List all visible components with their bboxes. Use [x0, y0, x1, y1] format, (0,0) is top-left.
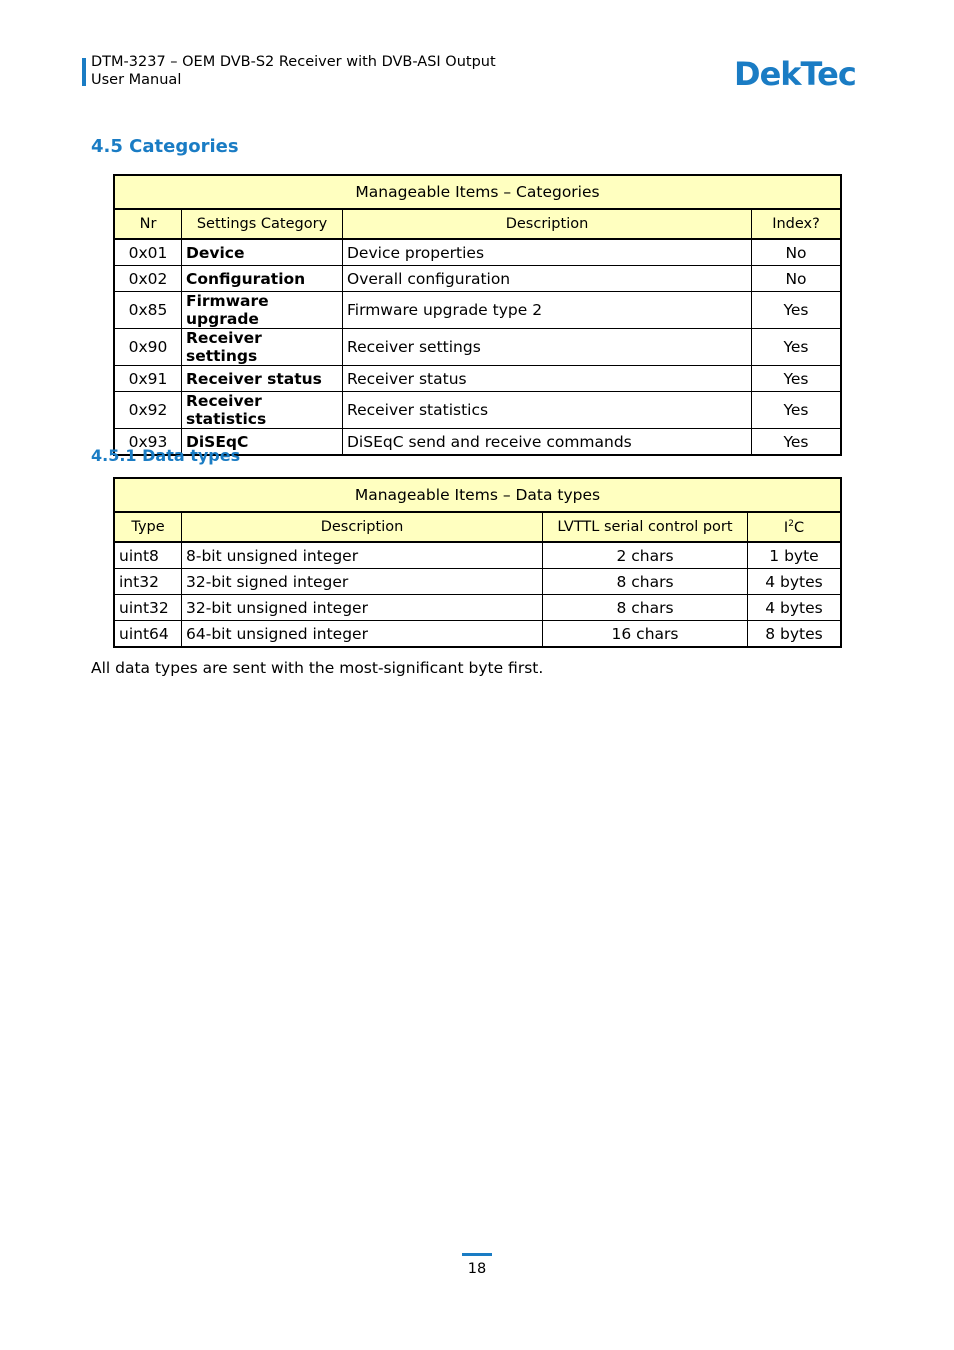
- cell-description: Device properties: [343, 239, 752, 266]
- cell-index: Yes: [752, 366, 842, 392]
- col-header-nr: Nr: [114, 209, 182, 239]
- cell-index: Yes: [752, 429, 842, 456]
- cell-i2c: 4 bytes: [748, 595, 842, 621]
- table-row: [114, 569, 841, 595]
- cell-nr: 0x01: [114, 239, 182, 266]
- cell-description: 32-bit unsigned integer: [182, 595, 543, 621]
- cell-category: Receiver statistics: [182, 392, 343, 429]
- cell-category: Firmware upgrade: [182, 292, 343, 329]
- cell-lvttl: 8 chars: [543, 595, 748, 621]
- cell-category: DiSEqC: [182, 429, 343, 456]
- i2c-superscript: 2: [788, 518, 794, 529]
- cell-description: Firmware upgrade type 2: [343, 292, 752, 329]
- cell-category: Configuration: [182, 266, 343, 292]
- document-subtitle: User Manual: [91, 72, 182, 88]
- cell-description: Receiver settings: [343, 329, 752, 366]
- dektec-logo: [734, 56, 866, 90]
- cell-nr: 0x85: [114, 292, 182, 329]
- cell-index: Yes: [752, 392, 842, 429]
- table-row: [114, 292, 841, 329]
- document-title: DTM-3237 – OEM DVB-S2 Receiver with DVB-ASI Output: [91, 54, 496, 70]
- col-header-type: Type: [114, 512, 182, 542]
- data-types-table: [113, 477, 842, 648]
- section-heading: 4.5 Categories: [91, 136, 239, 157]
- table-row: [114, 329, 841, 366]
- cell-nr: 0x02: [114, 266, 182, 292]
- cell-type: uint8: [114, 542, 182, 569]
- cell-lvttl: 2 chars: [543, 542, 748, 569]
- data-types-table-title: Manageable Items – Data types: [114, 478, 841, 512]
- cell-description: 64-bit unsigned integer: [182, 621, 543, 648]
- data-types-note: All data types are sent with the most-significant byte first.: [91, 659, 544, 677]
- cell-type: uint64: [114, 621, 182, 648]
- cell-nr: 0x91: [114, 366, 182, 392]
- cell-index: No: [752, 239, 842, 266]
- cell-i2c: 8 bytes: [748, 621, 842, 648]
- col-header-lvttl: LVTTL serial control port: [543, 512, 748, 542]
- cell-index: Yes: [752, 329, 842, 366]
- header-accent-bar: [82, 58, 86, 86]
- cell-category: Receiver settings: [182, 329, 343, 366]
- subsection-heading: 4.5.1 Data types: [91, 446, 241, 465]
- table-row: [114, 366, 841, 392]
- cell-lvttl: 16 chars: [543, 621, 748, 648]
- col-header-index: Index?: [752, 209, 842, 239]
- cell-index: Yes: [752, 292, 842, 329]
- cell-index: No: [752, 266, 842, 292]
- cell-description: 32-bit signed integer: [182, 569, 543, 595]
- cell-category: Device: [182, 239, 343, 266]
- cell-i2c: 1 byte: [748, 542, 842, 569]
- cell-nr: 0x93: [114, 429, 182, 456]
- table-row: [114, 392, 841, 429]
- cell-description: DiSEqC send and receive commands: [343, 429, 752, 456]
- document-header: [91, 53, 496, 89]
- col-header-description: Description: [343, 209, 752, 239]
- cell-description: Receiver status: [343, 366, 752, 392]
- cell-description: 8-bit unsigned integer: [182, 542, 543, 569]
- page-number-accent-bar: [462, 1253, 492, 1256]
- cell-description: Overall configuration: [343, 266, 752, 292]
- col-header-description: Description: [182, 512, 543, 542]
- col-header-i2c: [748, 512, 842, 542]
- i2c-letter-i: I: [783, 519, 789, 536]
- cell-description: Receiver statistics: [343, 392, 752, 429]
- table-row: [114, 266, 841, 292]
- i2c-letter-c: C: [793, 519, 805, 536]
- cell-category: Receiver status: [182, 366, 343, 392]
- table-row: [114, 542, 841, 569]
- table-row: [114, 621, 841, 648]
- cell-nr: 0x90: [114, 329, 182, 366]
- cell-type: int32: [114, 569, 182, 595]
- cell-lvttl: 8 chars: [543, 569, 748, 595]
- svg-text:DekTec: DekTec: [734, 56, 856, 90]
- col-header-settings-category: Settings Category: [182, 209, 343, 239]
- categories-table: [113, 174, 842, 456]
- table-row: [114, 239, 841, 266]
- cell-i2c: 4 bytes: [748, 569, 842, 595]
- table-row: [114, 595, 841, 621]
- cell-nr: 0x92: [114, 392, 182, 429]
- cell-type: uint32: [114, 595, 182, 621]
- categories-table-title: Manageable Items – Categories: [114, 175, 841, 209]
- page-number: 18: [467, 1261, 487, 1277]
